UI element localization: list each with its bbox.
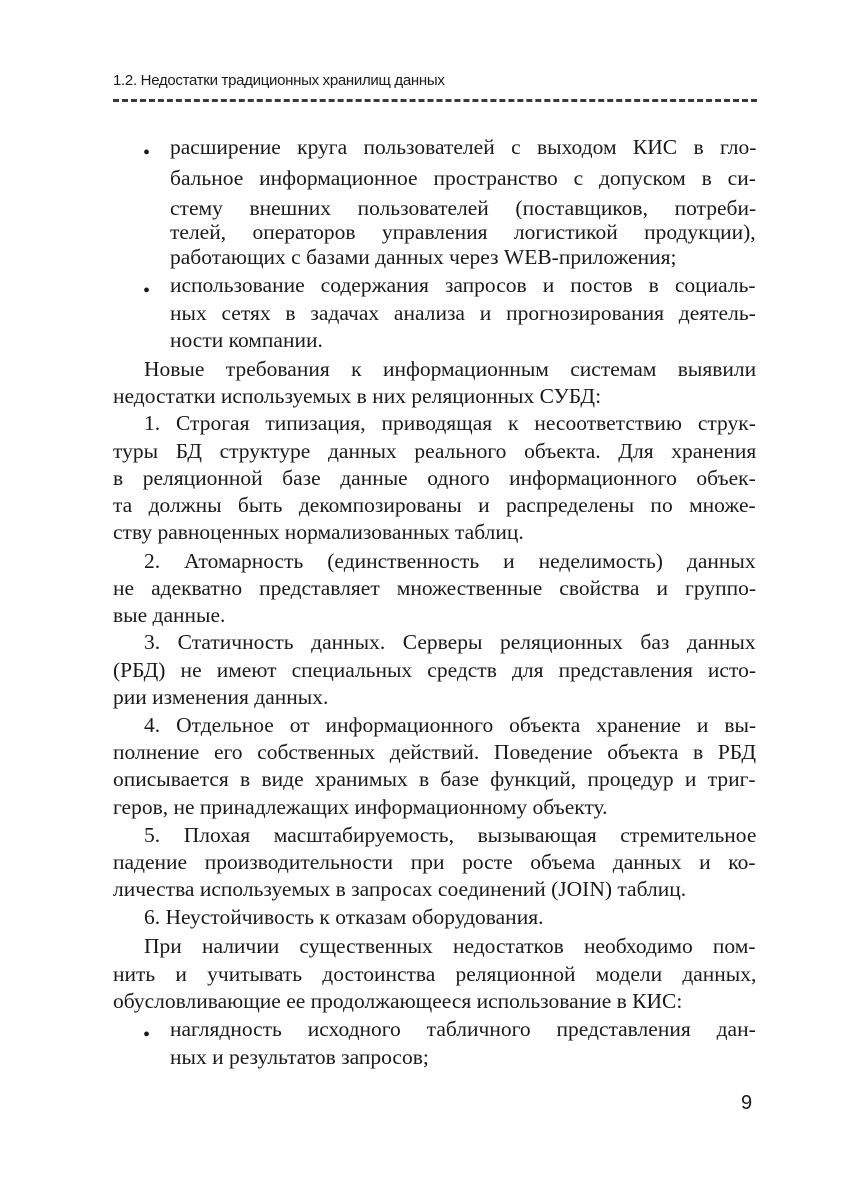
text-line: падение производительности при росте объема данных и ко- [113,850,756,874]
text-line: 3. Статичность данных. Серверы реляционных баз данных [144,630,756,654]
text-line: бальное информационное пространство с допуском в си- [170,166,756,190]
text-line: ных и результатов запросов; [170,1045,429,1069]
text-line: 5. Плохая масштабируемость, вызывающая стремительное [144,823,757,847]
text-line: ству равноценных нормализованных таблиц. [113,520,524,544]
text-line: При наличии существенных недостатков необходимо пом- [144,934,756,958]
text-line: расширение круга пользователей с выходом КИС в гло- [170,135,757,159]
text-line: та должны быть декомпозированы и распределены по множе- [113,493,756,517]
text-line: ности компании. [170,328,323,352]
text-line: использование содержания запросов и постов в социаль- [170,273,756,297]
running-head: 1.2. Недостатки традиционных хранилищ данных [113,72,445,89]
text-line: недостатки используемых в них реляционных СУБД: [113,384,602,408]
page-number: 9 [741,1092,753,1114]
text-line: 1. Строгая типизация, приводящая к несоответствию струк- [144,411,756,435]
text-line: телей, операторов управления логистикой продукции), [170,220,756,244]
text-line: нить и учитывать достоинства реляционной модели данных, [113,962,757,986]
text-line: вые данные. [113,603,226,627]
text-line: описывается в виде хранимых в базе функций, процедур и триг- [113,767,756,791]
text-line: Новые требования к информационным системам выявили [144,357,757,381]
bullet-icon [143,148,153,158]
text-line: 4. Отдельное от информационного объекта хранение и вы- [144,713,757,737]
bullet-icon [143,1030,153,1040]
text-line: ных сетях в задачах анализа и прогнозирования деятель- [170,301,756,325]
bullet-icon [143,286,153,296]
text-line: работающих с базами данных через WEB-приложения; [170,245,677,269]
text-line: 6. Неустойчивость к отказам оборудования. [144,905,544,929]
header-dashed-rule [113,99,757,102]
text-line: личества используемых в запросах соединений (JOIN) таблиц. [113,877,687,901]
text-line: полнение его собственных действий. Поведение объекта в РБД [113,740,756,764]
text-line: геров, не принадлежащих информационному объекту. [113,795,608,819]
text-line: не адекватно представляет множественные свойства и группо- [113,576,756,600]
text-line: в реляционной базе данные одного информационного объек- [113,466,756,490]
text-line: обусловливающие ее продолжающееся использование в КИС: [113,989,683,1013]
text-line: 2. Атомарность (единственность и неделимость) данных [144,549,756,573]
text-line: туры БД структуре данных реального объекта. Для хранения [113,439,757,463]
text-line: (РБД) не имеют специальных средств для представления исто- [113,658,756,682]
text-line: рии изменения данных. [113,685,329,709]
text-line: наглядность исходного табличного представления дан- [170,1017,756,1041]
text-line: стему внешних пользователей (поставщиков, потреби- [170,196,757,220]
